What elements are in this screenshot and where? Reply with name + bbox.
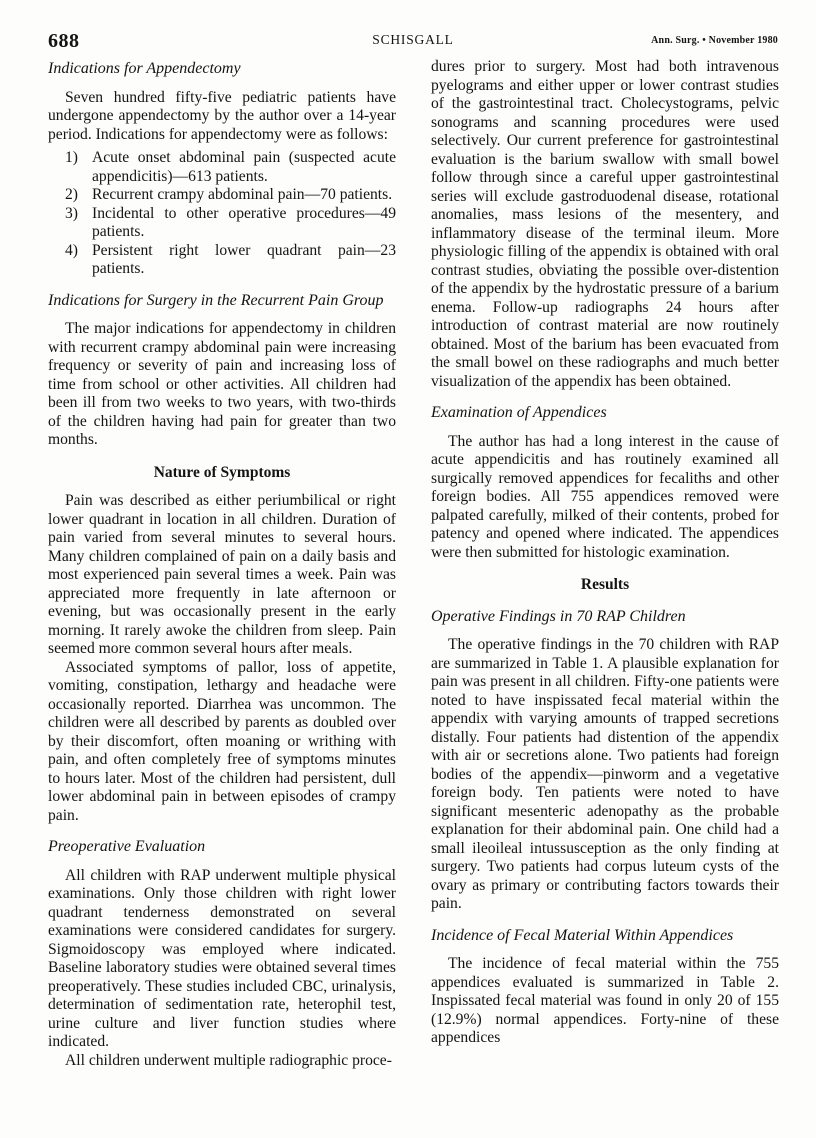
- right-column: [431, 58, 779, 1070]
- indications-list: [48, 149, 396, 279]
- list-item: [48, 242, 396, 279]
- paragraph-incidence: The incidence of fecal material within the 755 appendices evaluated is summarized in Table 2. Inspissated fecal material was found in only 20 of 155 (12.9%) normal appendices. Forty-nine of these appendices: [431, 955, 779, 1046]
- paragraph-indications-intro: Seven hundred fifty-five pediatric patients have undergone appendectomy by the author over a 14-year period. Indications for appendectomy were as follows:: [48, 88, 396, 143]
- page-number: 688: [48, 30, 80, 52]
- left-column: [48, 58, 396, 1070]
- page-header: [48, 28, 778, 54]
- section-heading-indications-for-appendectomy: Indications for Appendectomy: [48, 60, 241, 77]
- section-heading-incidence-fecal-material: Incidence of Fecal Material Within Appendices: [431, 926, 734, 944]
- list-item-number: 3): [65, 204, 78, 222]
- two-column-body: [48, 58, 778, 1070]
- list-item: [48, 205, 396, 242]
- list-item-text: Acute onset abdominal pain (suspected acute appendicitis)—613 patients.: [92, 149, 396, 185]
- list-item-text: Persistent right lower quadrant pain—23 patients.: [92, 241, 396, 277]
- list-item-text: Recurrent crampy abdominal pain—70 patients.: [92, 186, 393, 203]
- section-heading-results: Results: [580, 576, 630, 593]
- paragraph-symptoms-1: Pain was described as either periumbilical or right lower quadrant in location in all children. Duration of pain varied from several minutes to several hours. Many children complained of pain on a daily basis and most experienced pain several times a week. Pain was appreciated more frequently in late afternoon or evening, but was occasionally present in the early morning. It rarely awoke the children from sleep. Pain seemed more common several hours after meals.: [48, 492, 396, 657]
- list-item-number: 1): [65, 149, 78, 166]
- section-heading-operative-findings: Operative Findings in 70 RAP Children: [431, 607, 686, 625]
- paragraph-symptoms-2: Associated symptoms of pallor, loss of appetite, vomiting, constipation, lethargy and headache were occasionally reported. Diarrhea was uncommon. The children were all described by parents as doubled over by their discomfort, often moaning or writhing with pain, and often completely free of symptoms minutes to hours later. Most of the children had persistent, dull lower abdominal pain in between episodes of crampy pain.: [48, 658, 396, 824]
- paragraph-examination: The author has had a long interest in the cause of acute appendicitis and has routinely examined all surgically removed appendices for fecaliths and other foreign bodies. All 755 appendices removed were palpated carefully, milked of their contents, probed for patency and opened where indicated. The appendices were then submitted for histologic examination.: [431, 432, 779, 561]
- list-item-text: Incidental to other operative procedures—49 patients.: [92, 204, 396, 240]
- section-heading-recurrent-pain-group: Indications for Surgery in the Recurrent Pain Group: [48, 291, 384, 309]
- paragraph-operative-findings: The operative findings in the 70 children with RAP are summarized in Table 1. A plausible explanation for pain was present in all children. Fifty-one patients were noted to have inspissated fecal material within the appendix with varying amounts of trapped secretions distally. Four patients had distention of the appendix with air or secretions alone. Two patients had foreign bodies of the appendix—pinworm and a vegetative foreign body. Ten patients were noted to have significant mesenteric adenopathy as the probable explanation for their abdominal pain. One child had a small ileoileal intussusception as the only finding at surgery. Two patients had corpus luteum cysts of the ovary as primary or contributing factors towards their pain.: [431, 636, 779, 912]
- paragraph-preop-1: All children with RAP underwent multiple physical examinations. Only those children with right lower quadrant tenderness demonstrated on several examinations were considered candidates for surgery. Sigmoidoscopy was employed where indicated. Baseline laboratory studies were obtained several times preoperatively. These studies included CBC, urinalysis, determination of sedimentation rate, heterophil test, urine culture and liver function studies where indicated.: [48, 866, 396, 1050]
- journal-citation: Ann. Surg. • November 1980: [651, 35, 778, 46]
- list-item: [48, 149, 396, 186]
- paragraph-radiographic-continuation: dures prior to surgery. Most had both intravenous pyelograms and either upper or lower contrast studies of the gastrointestinal tract. Cholecystograms, pelvic sonograms and scanning procedures were used selectively. Our current preference for gastrointestinal evaluation is the barium swallow with small bowel follow through since a careful upper gastrointestinal series will exclude gastroduodenal disease, rotational anomalies, mass lesions of the mesentery, and inflammatory disease of the terminal ileum. More physiologic filling of the appendix is obtained with oral contrast studies, obviating the possible over-distention of the appendix by the hydrostatic pressure of a barium enema. Follow-up radiographs 24 hours after introduction of contrast material are now routinely obtained. Most of the barium has been evacuated from the small bowel on these radiographs and much better visualization of the appendix has been obtained.: [431, 58, 779, 390]
- list-item: [48, 186, 396, 205]
- list-item-number: 4): [65, 241, 78, 259]
- section-heading-examination-of-appendices: Examination of Appendices: [431, 404, 607, 421]
- list-item-number: 2): [65, 186, 78, 203]
- running-head-author: SCHISGALL: [372, 32, 454, 47]
- section-heading-preoperative-evaluation: Preoperative Evaluation: [48, 838, 206, 855]
- paragraph-preop-2-continuation: All children underwent multiple radiographic proce-: [65, 1051, 392, 1069]
- paragraph-recurrent-pain: The major indications for appendectomy in children with recurrent crampy abdominal pain were increasing frequency or severity of pain and increasing loss of time from school or other activities. All children had been ill from two weeks to two years, with two-thirds of the children having had pain for greater than two months.: [48, 320, 396, 448]
- section-heading-nature-of-symptoms: Nature of Symptoms: [153, 463, 291, 481]
